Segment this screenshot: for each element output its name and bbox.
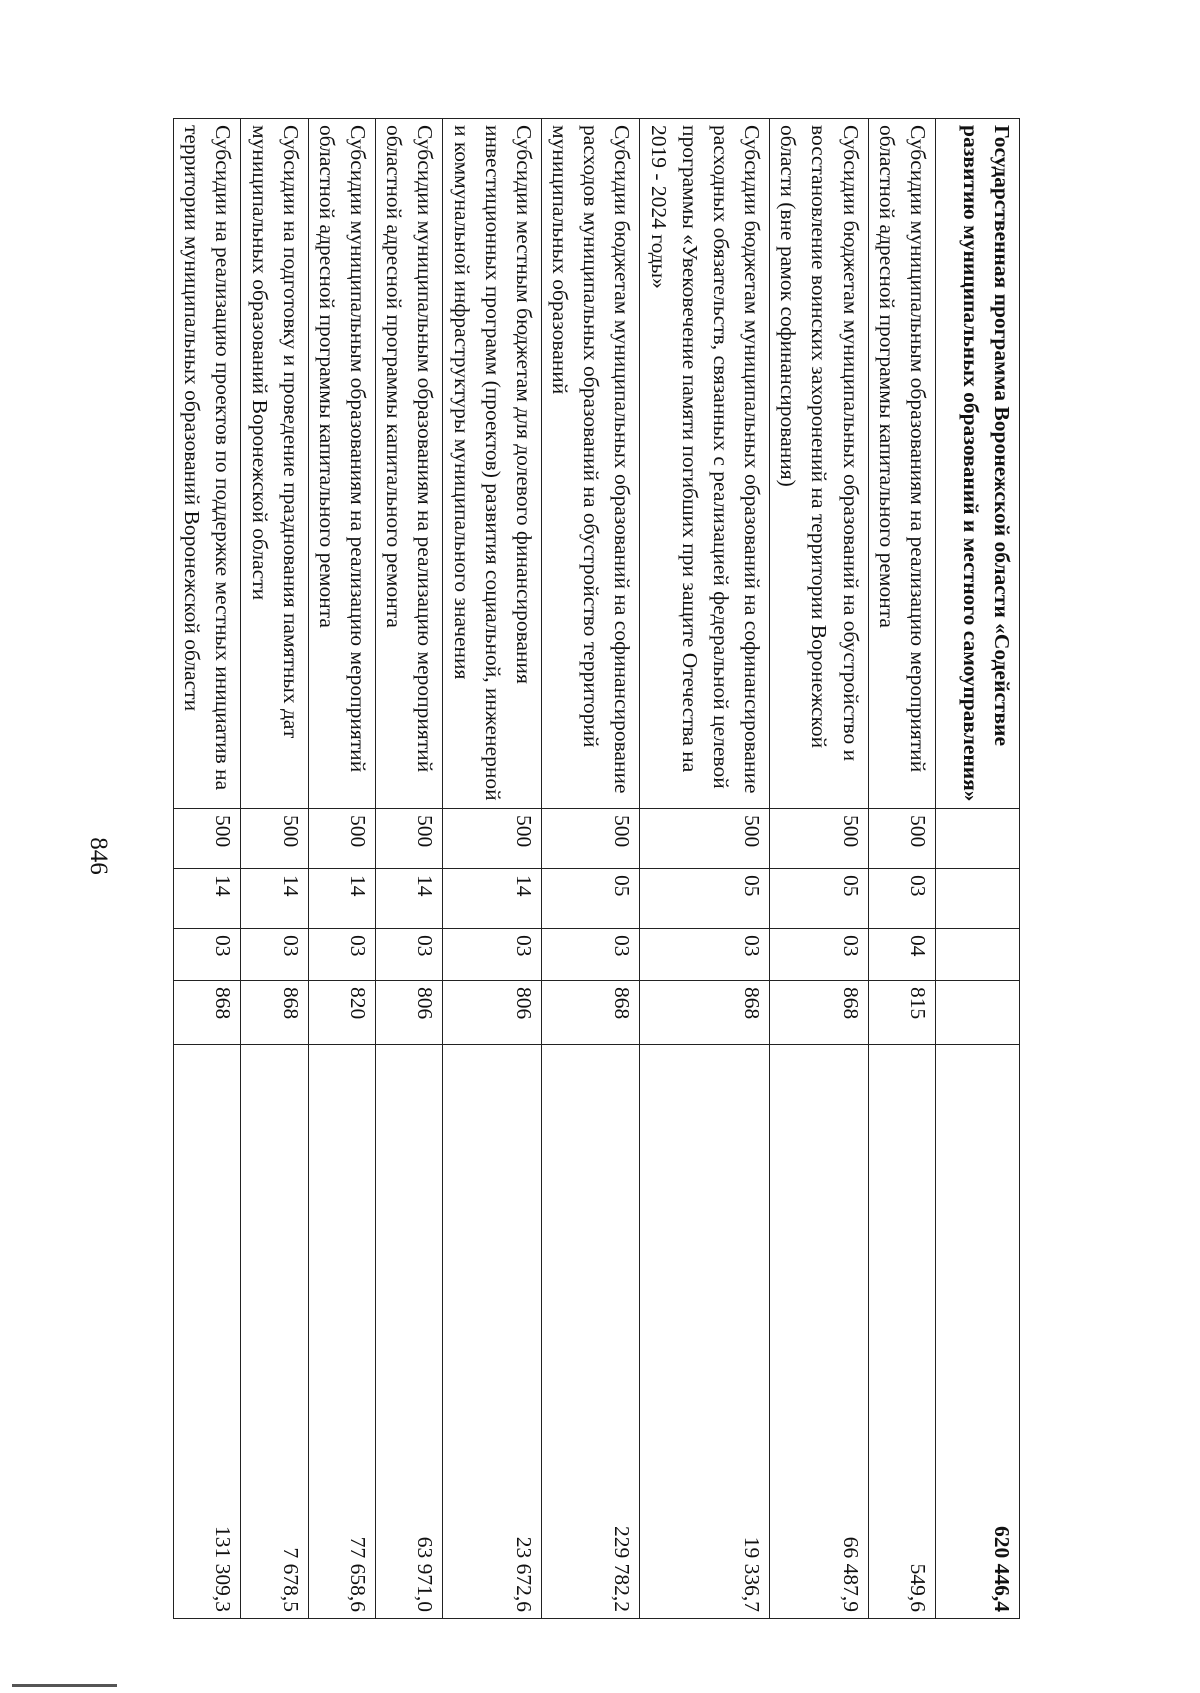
row-code-3: 03	[770, 929, 869, 981]
table-row	[376, 119, 443, 1619]
row-name: Субсидии на подготовку и проведение празднования памятных дат муниципальных образований Воронежской области	[241, 119, 308, 809]
row-code-2: 14	[376, 869, 443, 929]
row-sum: 23 672,6	[443, 1045, 542, 1619]
row-code-2: 14	[241, 869, 308, 929]
row-name: Субсидии бюджетам муниципальных образований на обустройство и восстановление воинских захоронений на территории Воронежской области (вне рамок софинансирования)	[770, 119, 869, 809]
scan-edge-mark	[12, 1684, 117, 1687]
row-code-1	[936, 809, 1020, 869]
row-code-1: 500	[376, 809, 443, 869]
row-code-3: 03	[640, 929, 770, 981]
row-code-4: 868	[640, 981, 770, 1045]
row-code-3	[936, 929, 1020, 981]
row-sum: 620 446,4	[936, 1045, 1020, 1619]
row-name: Субсидии местным бюджетам для долевого финансирования инвестиционных программ (проектов) развития социальной, инженерной и коммунальной инфраструктуры муниципального значения	[443, 119, 542, 809]
row-code-2: 05	[640, 869, 770, 929]
row-code-4: 806	[443, 981, 542, 1045]
row-code-3: 04	[868, 929, 935, 981]
row-name: Субсидии бюджетам муниципальных образований на софинансирование расходных обязательств, связанных с реализацией федеральной целевой программы «Увековечение памяти погибших при защите Отечества на 2019 - 2024 годы»	[640, 119, 770, 809]
row-code-1: 500	[770, 809, 869, 869]
row-code-1: 500	[308, 809, 375, 869]
page-number: 846	[85, 837, 112, 875]
row-code-4: 806	[376, 981, 443, 1045]
table-row	[174, 119, 241, 1619]
row-code-3: 03	[443, 929, 542, 981]
row-code-3: 03	[241, 929, 308, 981]
row-name: Субсидии муниципальным образованиям на реализацию мероприятий областной адресной программы капитального ремонта	[868, 119, 935, 809]
row-sum: 19 336,7	[640, 1045, 770, 1619]
row-code-4: 820	[308, 981, 375, 1045]
table-row	[936, 119, 1020, 1619]
table-row	[443, 119, 542, 1619]
row-name: Субсидии на реализацию проектов по поддержке местных инициатив на территории муниципальных образований Воронежской области	[174, 119, 241, 809]
row-name: Субсидии бюджетам муниципальных образований на софинансирование расходов муниципальных образований на обустройство территорий муниципальных образований	[541, 119, 640, 809]
row-code-4: 868	[770, 981, 869, 1045]
table-row	[770, 119, 869, 1619]
row-sum: 77 658,6	[308, 1045, 375, 1619]
row-name: Субсидии муниципальным образованиям на реализацию мероприятий областной адресной программы капитального ремонта	[376, 119, 443, 809]
row-code-1: 500	[640, 809, 770, 869]
row-code-4: 868	[541, 981, 640, 1045]
row-sum: 131 309,3	[174, 1045, 241, 1619]
row-sum: 7 678,5	[241, 1045, 308, 1619]
row-code-1: 500	[443, 809, 542, 869]
row-code-4	[936, 981, 1020, 1045]
row-code-1: 500	[174, 809, 241, 869]
budget-table	[173, 118, 1020, 1619]
row-code-4: 868	[241, 981, 308, 1045]
row-name: Государственная программа Воронежской области «Содействие развитию муниципальных образований и местного самоуправления»	[936, 119, 1020, 809]
row-code-2: 03	[868, 869, 935, 929]
row-code-3: 03	[174, 929, 241, 981]
row-code-2: 05	[770, 869, 869, 929]
row-code-3: 03	[541, 929, 640, 981]
row-code-2	[936, 869, 1020, 929]
row-code-2: 05	[541, 869, 640, 929]
table-row	[241, 119, 308, 1619]
table-row	[308, 119, 375, 1619]
row-code-4: 815	[868, 981, 935, 1045]
row-code-3: 03	[308, 929, 375, 981]
row-code-2: 14	[443, 869, 542, 929]
row-code-1: 500	[541, 809, 640, 869]
rotated-table-wrapper	[180, 118, 1020, 1618]
row-code-1: 500	[241, 809, 308, 869]
table-row	[541, 119, 640, 1619]
row-code-2: 14	[174, 869, 241, 929]
row-code-2: 14	[308, 869, 375, 929]
row-sum: 66 487,9	[770, 1045, 869, 1619]
row-sum: 549,6	[868, 1045, 935, 1619]
row-code-4: 868	[174, 981, 241, 1045]
row-sum: 63 971,0	[376, 1045, 443, 1619]
table-row	[640, 119, 770, 1619]
row-code-1: 500	[868, 809, 935, 869]
row-name: Субсидии муниципальным образованиям на реализацию мероприятий областной адресной программы капитального ремонта	[308, 119, 375, 809]
row-sum: 229 782,2	[541, 1045, 640, 1619]
row-code-3: 03	[376, 929, 443, 981]
table-row	[868, 119, 935, 1619]
